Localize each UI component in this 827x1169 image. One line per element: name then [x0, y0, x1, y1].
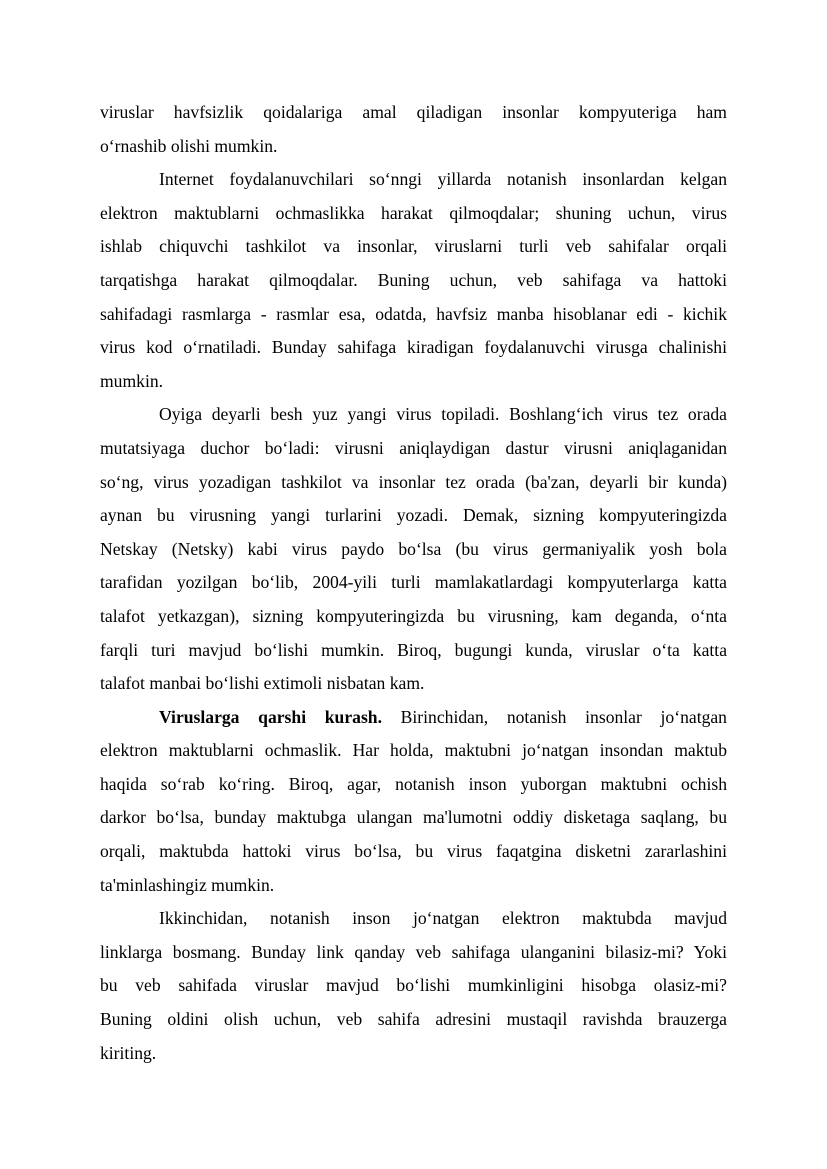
text-line: elektron maktublarni ochmaslikka harakat qilmoqdalar; shuning uchun, virus: [100, 202, 727, 223]
text-line: linklarga bosmang. Bunday link qanday veb sahifaga ulanganini bilasiz-mi? Yoki: [100, 941, 727, 962]
text-line: kiriting.: [100, 1042, 157, 1063]
text-line: Netskay (Netsky) kabi virus paydo bo‘lsa (bu virus germaniyalik yosh bola: [100, 538, 727, 559]
text-line: Oyiga deyarli besh yuz yangi virus topiladi. Boshlang‘ich virus tez orada: [159, 404, 727, 425]
text-line: orqali, maktubda hattoki virus bo‘lsa, bu virus faqatgina disketni zararlashini: [100, 841, 727, 862]
text-line: [100, 701, 727, 735]
section-heading: Viruslarga qarshi kurash.: [159, 706, 382, 727]
text-line: mutatsiyaga duchor bo‘ladi: virusni aniqlaydigan dastur virusni aniqlaganidan: [100, 437, 727, 458]
paragraph-1: [100, 96, 727, 163]
text-line: Ikkinchidan, notanish inson jo‘natgan elektron maktubda mavjud: [159, 908, 727, 929]
text-line: farqli turi mavjud bo‘lishi mumkin. Biroq, bugungi kunda, viruslar o‘ta katta: [100, 639, 727, 660]
text-line: so‘ng, virus yozadigan tashkilot va insonlar tez orada (ba'zan, deyarli bir kunda): [100, 471, 727, 492]
paragraph-2: [100, 163, 727, 398]
text-line: tarafidan yozilgan bo‘lib, 2004-yili turli mamlakatlardagi kompyuterlarga katta: [100, 572, 727, 593]
text-line: mumkin.: [100, 370, 164, 391]
text-line: virus kod o‘rnatiladi. Bunday sahifaga kiradigan foydalanuvchi virusga chalinishi: [100, 337, 727, 358]
text-line: Internet foydalanuvchilari so‘nngi yillarda notanish insonlardan kelgan: [159, 169, 727, 190]
text-line: talafot yetkazgan), sizning kompyuteringizda bu virusning, kam deganda, o‘nta: [100, 605, 727, 626]
paragraph-5: [100, 902, 727, 1070]
text-line: elektron maktublarni ochmaslik. Har holda, maktubni jo‘natgan insondan maktub: [100, 740, 727, 761]
text-line: tarqatishga harakat qilmoqdalar. Buning uchun, veb sahifaga va hattoki: [100, 269, 727, 290]
text-line: haqida so‘rab ko‘ring. Biroq, agar, notanish inson yuborgan maktubni ochish: [100, 773, 727, 794]
text-line: darkor bo‘lsa, bunday maktubga ulangan ma'lumotni oddiy disketaga saqlang, bu: [100, 807, 727, 828]
paragraph-3: [100, 398, 727, 700]
heading-line-rest: Birinchidan, notanish insonlar jo‘natgan: [381, 706, 727, 727]
text-line: Buning oldini olish uchun, veb sahifa adresini mustaqil ravishda brauzerga: [100, 1009, 727, 1030]
text-line: bu veb sahifada viruslar mavjud bo‘lishi mumkinligini hisobga olasiz-mi?: [100, 975, 727, 996]
text-line: viruslar havfsizlik qoidalariga amal qiladigan insonlar kompyuteriga ham: [100, 102, 727, 122]
text-line: ta'minlashingiz mumkin.: [100, 874, 275, 895]
text-line: ishlab chiquvchi tashkilot va insonlar, viruslarni turli veb sahifalar orqali: [100, 236, 727, 257]
text-line: aynan bu virusning yangi turlarini yozadi. Demak, sizning kompyuteringizda: [100, 505, 727, 526]
text-line: sahifadagi rasmlarga - rasmlar esa, odatda, havfsiz manba hisoblanar edi - kichik: [100, 303, 727, 324]
text-line: talafot manbai bo‘lishi extimoli nisbatan kam.: [100, 673, 425, 694]
text-line: o‘rnashib olishi mumkin.: [100, 135, 278, 156]
paragraph-4: [100, 701, 727, 903]
